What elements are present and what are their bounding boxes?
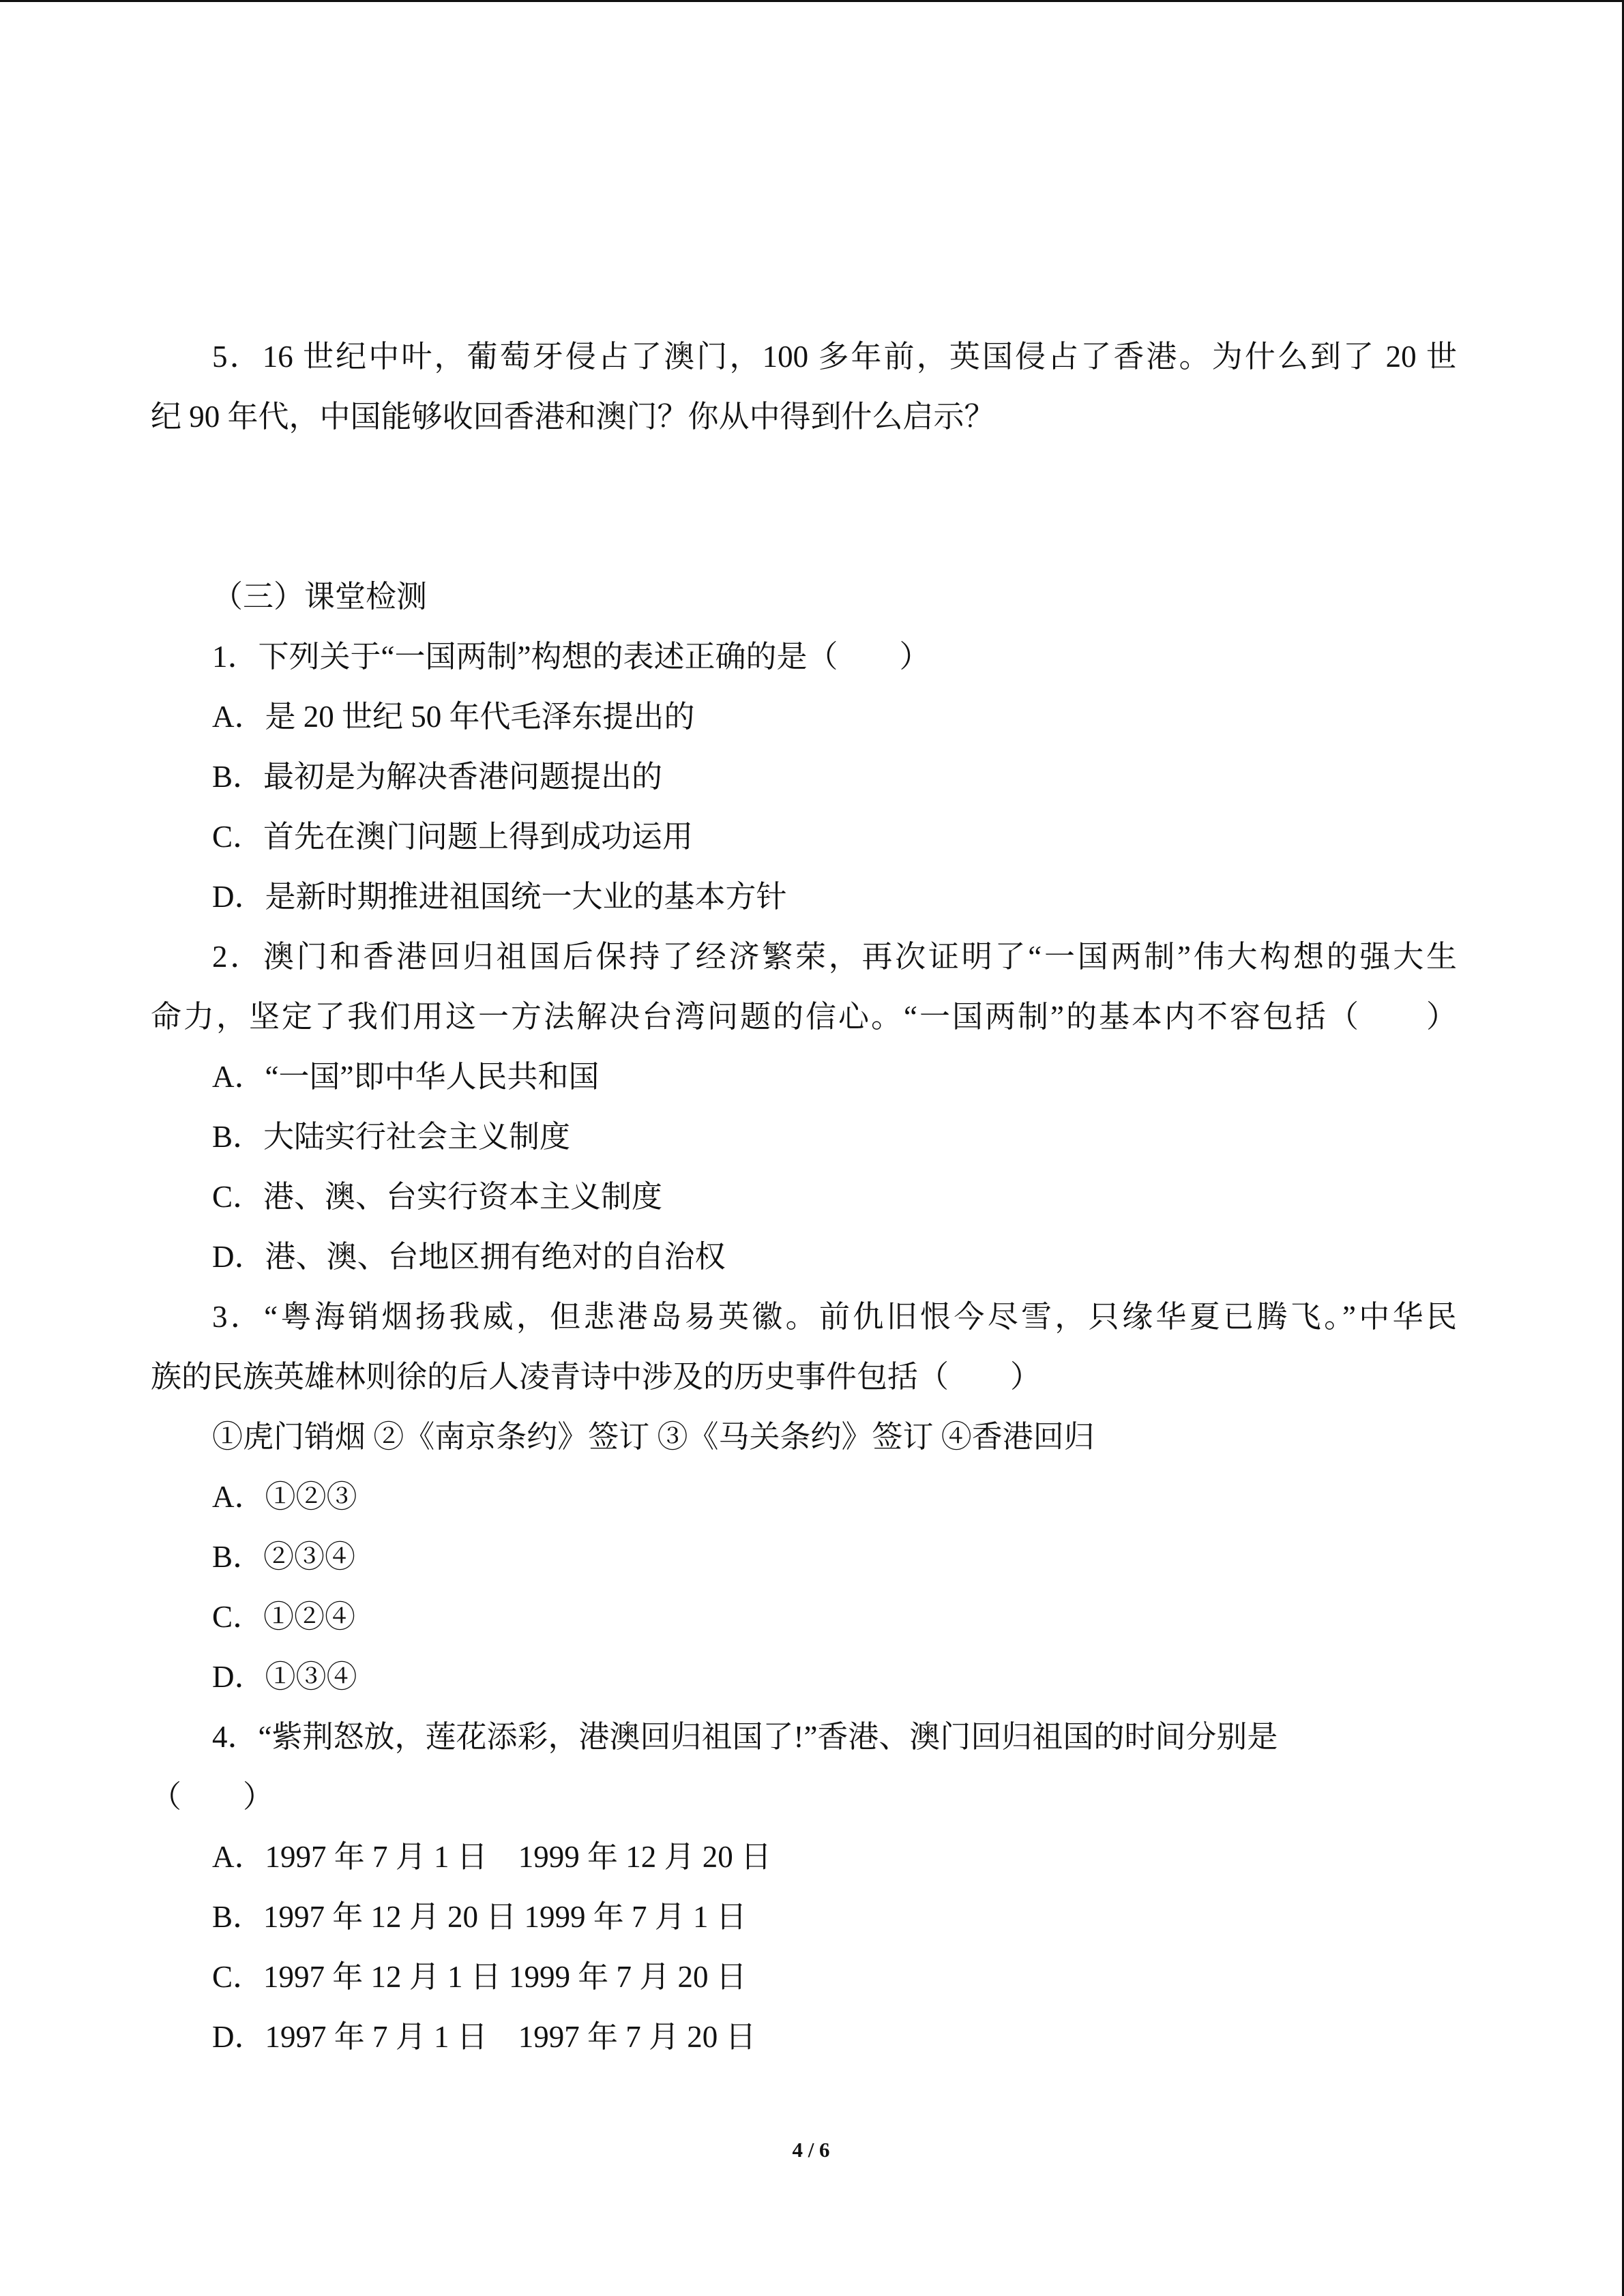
option-a: A．1997 年 7 月 1 日 1999 年 12 月 20 日 [212,1840,771,1874]
page-content [151,327,1457,2067]
question-5 [151,327,1457,447]
option-d: D．港、澳、台地区拥有绝对的自治权 [212,1240,726,1274]
question-5-stem-line: 纪 90 年代，中国能够收回香港和澳门？你从中得到什么启示？ [151,400,995,434]
option-d: D．1997 年 7 月 1 日 1997 年 7 月 20 日 [212,2020,756,2054]
option-c: C．首先在澳门问题上得到成功运用 [212,820,694,854]
quiz-question-2 [151,927,1457,1287]
option-a: A．“一国”即中华人民共和国 [212,1060,600,1094]
question-stem-line: 2．澳门和香港回归祖国后保持了经济繁荣，再次证明了“一国两制”伟大构想的强大生 [212,940,1457,974]
question-stem-line: 1．下列关于“一国两制”构想的表述正确的是（ ） [212,640,930,674]
option-b: B．1997 年 12 月 20 日 1999 年 7 月 1 日 [212,1900,747,1934]
option-c: C．1997 年 12 月 1 日 1999 年 7 月 20 日 [212,1960,747,1994]
option-c: C．①②④ [212,1600,356,1634]
option-a: A．是 20 世纪 50 年代毛泽东提出的 [212,700,695,734]
question-stem-line: 3．“粤海销烟扬我威，但悲港岛易英徽。前仇旧恨今尽雪，只缘华夏已腾飞。”中华民 [212,1300,1457,1334]
option-b: B．大陆实行社会主义制度 [212,1120,571,1154]
option-d: D．是新时期推进祖国统一大业的基本方针 [212,880,787,914]
option-a: A．①②③ [212,1480,357,1514]
historical-events-list: ①虎门销烟 ②《南京条约》签订 ③《马关条约》签订 ④香港回归 [212,1420,1095,1454]
option-b: B．最初是为解决香港问题提出的 [212,760,663,794]
question-stem-line: （ ） [151,1780,274,1814]
quiz-question-4 [151,1707,1457,2067]
quiz-question-3 [151,1287,1457,1707]
quiz-question-1 [151,627,1457,927]
option-c: C．港、澳、台实行资本主义制度 [212,1180,663,1214]
section-title: （三）课堂检测 [212,580,428,614]
question-stem-line: 命力，坚定了我们用这一方法解决台湾问题的信心。“一国两制”的基本内不容包括（ ） [151,1000,1457,1034]
option-b: B．②③④ [212,1540,356,1574]
question-stem-line: 族的民族英雄林则徐的后人凌青诗中涉及的历史事件包括（ ） [151,1360,1042,1394]
option-d: D．①③④ [212,1660,357,1694]
question-stem-line: 4．“紫荆怒放，莲花添彩，港澳回归祖国了!”香港、澳门回归祖国的时间分别是 [212,1720,1278,1754]
page-number: 4 / 6 [792,2138,830,2162]
question-5-stem-line: 5．16 世纪中叶，葡萄牙侵占了澳门，100 多年前，英国侵占了香港。为什么到了 20 世 [212,340,1457,374]
